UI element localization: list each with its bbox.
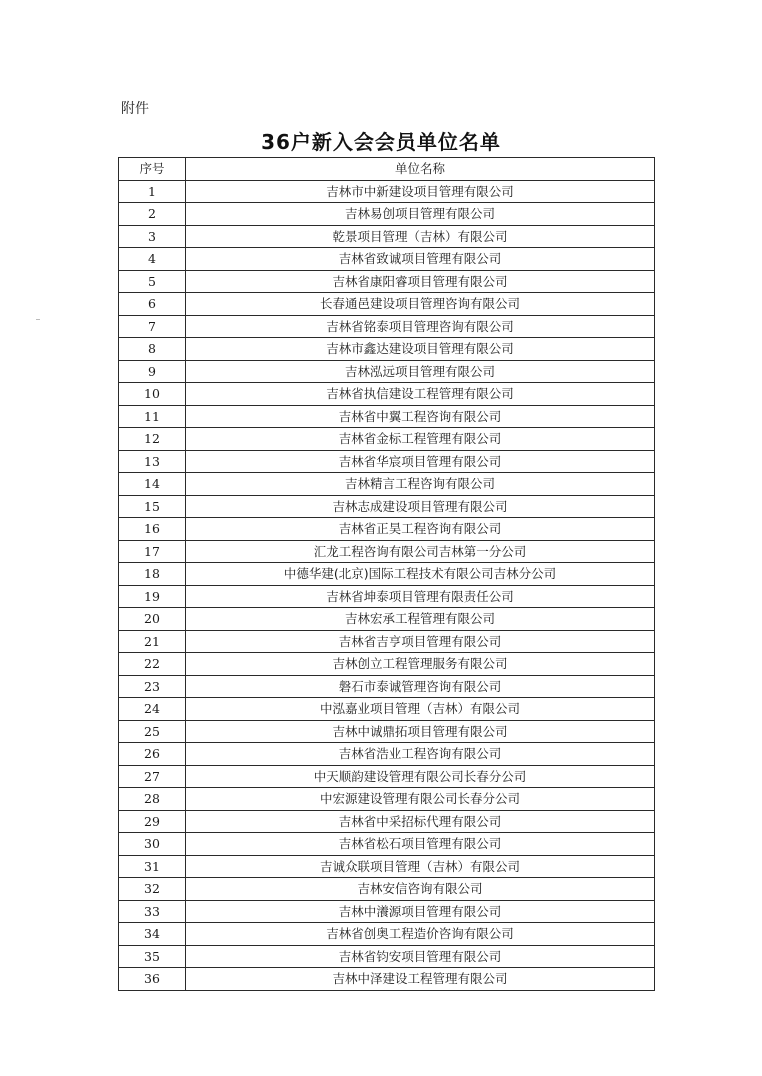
row-company-name: 中泓嘉业项目管理（吉林）有限公司 bbox=[186, 698, 655, 721]
table-row bbox=[119, 360, 655, 383]
table-row bbox=[119, 653, 655, 676]
table-row bbox=[119, 720, 655, 743]
table-row bbox=[119, 945, 655, 968]
table-row bbox=[119, 900, 655, 923]
row-seq: 28 bbox=[119, 788, 186, 811]
table-row bbox=[119, 315, 655, 338]
row-company-name: 吉林省松石项目管理有限公司 bbox=[186, 833, 655, 856]
row-company-name: 长春通邑建设项目管理咨询有限公司 bbox=[186, 293, 655, 316]
row-seq: 35 bbox=[119, 945, 186, 968]
row-company-name: 磐石市泰诚管理咨询有限公司 bbox=[186, 675, 655, 698]
row-seq: 4 bbox=[119, 248, 186, 271]
table-row bbox=[119, 968, 655, 991]
row-seq: 32 bbox=[119, 878, 186, 901]
header-seq: 序号 bbox=[119, 158, 186, 181]
row-company-name: 吉林中瀁源项目管理有限公司 bbox=[186, 900, 655, 923]
row-seq: 3 bbox=[119, 225, 186, 248]
row-company-name: 吉林省华宸项目管理有限公司 bbox=[186, 450, 655, 473]
row-company-name: 吉林易创项目管理有限公司 bbox=[186, 203, 655, 226]
row-seq: 9 bbox=[119, 360, 186, 383]
row-company-name: 吉诚众联项目管理（吉林）有限公司 bbox=[186, 855, 655, 878]
table-row bbox=[119, 518, 655, 541]
table-row bbox=[119, 855, 655, 878]
row-company-name: 吉林泓远项目管理有限公司 bbox=[186, 360, 655, 383]
row-seq: 29 bbox=[119, 810, 186, 833]
row-company-name: 乾景项目管理（吉林）有限公司 bbox=[186, 225, 655, 248]
row-seq: 18 bbox=[119, 563, 186, 586]
table-row bbox=[119, 788, 655, 811]
row-seq: 23 bbox=[119, 675, 186, 698]
row-seq: 31 bbox=[119, 855, 186, 878]
table-header-row bbox=[119, 158, 655, 181]
row-seq: 22 bbox=[119, 653, 186, 676]
table-row bbox=[119, 608, 655, 631]
table-row bbox=[119, 585, 655, 608]
table-row bbox=[119, 383, 655, 406]
row-seq: 34 bbox=[119, 923, 186, 946]
row-company-name: 吉林中泽建设工程管理有限公司 bbox=[186, 968, 655, 991]
table-row bbox=[119, 833, 655, 856]
table-row bbox=[119, 878, 655, 901]
table-row bbox=[119, 540, 655, 563]
scan-mark bbox=[36, 319, 40, 320]
row-company-name: 吉林省致诚项目管理有限公司 bbox=[186, 248, 655, 271]
table-row bbox=[119, 270, 655, 293]
row-seq: 5 bbox=[119, 270, 186, 293]
row-seq: 26 bbox=[119, 743, 186, 766]
row-company-name: 吉林创立工程管理服务有限公司 bbox=[186, 653, 655, 676]
row-seq: 21 bbox=[119, 630, 186, 653]
table-row bbox=[119, 203, 655, 226]
table-row bbox=[119, 743, 655, 766]
row-company-name: 吉林志成建设项目管理有限公司 bbox=[186, 495, 655, 518]
row-company-name: 吉林省创奥工程造价咨询有限公司 bbox=[186, 923, 655, 946]
table-row bbox=[119, 495, 655, 518]
table-row bbox=[119, 293, 655, 316]
row-seq: 7 bbox=[119, 315, 186, 338]
row-company-name: 汇龙工程咨询有限公司吉林第一分公司 bbox=[186, 540, 655, 563]
table-row bbox=[119, 675, 655, 698]
table-row bbox=[119, 248, 655, 271]
row-seq: 13 bbox=[119, 450, 186, 473]
row-company-name: 吉林省坤泰项目管理有限责任公司 bbox=[186, 585, 655, 608]
table-row bbox=[119, 765, 655, 788]
row-seq: 14 bbox=[119, 473, 186, 496]
row-company-name: 中天顺韵建设管理有限公司长春分公司 bbox=[186, 765, 655, 788]
row-seq: 17 bbox=[119, 540, 186, 563]
member-table bbox=[118, 157, 655, 991]
row-seq: 20 bbox=[119, 608, 186, 631]
attachment-label: 附件 bbox=[121, 101, 149, 117]
table-row bbox=[119, 810, 655, 833]
row-company-name: 吉林省浩业工程咨询有限公司 bbox=[186, 743, 655, 766]
row-company-name: 中宏源建设管理有限公司长春分公司 bbox=[186, 788, 655, 811]
row-seq: 8 bbox=[119, 338, 186, 361]
row-company-name: 吉林省康阳睿项目管理有限公司 bbox=[186, 270, 655, 293]
table-row bbox=[119, 473, 655, 496]
table-row bbox=[119, 563, 655, 586]
row-company-name: 吉林安信咨询有限公司 bbox=[186, 878, 655, 901]
row-company-name: 吉林省金标工程管理有限公司 bbox=[186, 428, 655, 451]
row-company-name: 吉林省钧安项目管理有限公司 bbox=[186, 945, 655, 968]
row-seq: 12 bbox=[119, 428, 186, 451]
table-row bbox=[119, 428, 655, 451]
row-seq: 19 bbox=[119, 585, 186, 608]
document-title: 36户新入会会员单位名单 bbox=[261, 130, 501, 154]
row-company-name: 吉林省吉亨项目管理有限公司 bbox=[186, 630, 655, 653]
row-company-name: 吉林省中采招标代理有限公司 bbox=[186, 810, 655, 833]
table-row bbox=[119, 450, 655, 473]
row-seq: 33 bbox=[119, 900, 186, 923]
row-seq: 36 bbox=[119, 968, 186, 991]
row-company-name: 中德华建(北京)国际工程技术有限公司吉林分公司 bbox=[186, 563, 655, 586]
row-seq: 11 bbox=[119, 405, 186, 428]
row-company-name: 吉林精言工程咨询有限公司 bbox=[186, 473, 655, 496]
table-row bbox=[119, 630, 655, 653]
table-row bbox=[119, 923, 655, 946]
row-seq: 16 bbox=[119, 518, 186, 541]
row-seq: 2 bbox=[119, 203, 186, 226]
row-company-name: 吉林省执信建设工程管理有限公司 bbox=[186, 383, 655, 406]
row-seq: 30 bbox=[119, 833, 186, 856]
table-row bbox=[119, 338, 655, 361]
row-company-name: 吉林宏承工程管理有限公司 bbox=[186, 608, 655, 631]
table-row bbox=[119, 405, 655, 428]
row-seq: 27 bbox=[119, 765, 186, 788]
row-seq: 1 bbox=[119, 180, 186, 203]
row-company-name: 吉林省正昊工程咨询有限公司 bbox=[186, 518, 655, 541]
row-seq: 24 bbox=[119, 698, 186, 721]
row-company-name: 吉林省铭泰项目管理咨询有限公司 bbox=[186, 315, 655, 338]
table-row bbox=[119, 225, 655, 248]
row-seq: 25 bbox=[119, 720, 186, 743]
row-seq: 15 bbox=[119, 495, 186, 518]
row-company-name: 吉林市鑫达建设项目管理有限公司 bbox=[186, 338, 655, 361]
row-company-name: 吉林省中翼工程咨询有限公司 bbox=[186, 405, 655, 428]
row-company-name: 吉林市中新建设项目管理有限公司 bbox=[186, 180, 655, 203]
table-row bbox=[119, 698, 655, 721]
header-name: 单位名称 bbox=[186, 158, 655, 181]
row-seq: 6 bbox=[119, 293, 186, 316]
row-company-name: 吉林中诚鼎拓项目管理有限公司 bbox=[186, 720, 655, 743]
row-seq: 10 bbox=[119, 383, 186, 406]
table-row bbox=[119, 180, 655, 203]
